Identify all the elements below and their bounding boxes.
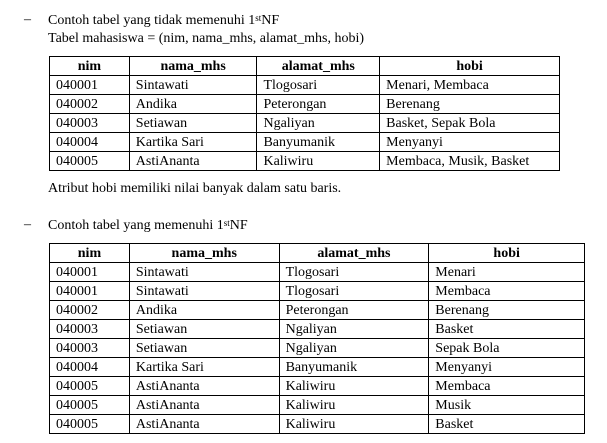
table2-header-hobi: hobi	[429, 244, 585, 263]
table-row	[50, 95, 560, 114]
table-cell-nama-mhs: Sintawati	[129, 282, 279, 301]
table-row	[50, 377, 585, 396]
table-cell-nama-mhs: Andika	[129, 301, 279, 320]
table-row	[50, 301, 585, 320]
table-cell-nama-mhs: Setiawan	[129, 339, 279, 358]
table-row	[50, 282, 585, 301]
table1-header-hobi: hobi	[380, 57, 560, 76]
table1-header-nim: nim	[50, 57, 130, 76]
table-cell-nama-mhs: AstiAnanta	[129, 377, 279, 396]
table1-header-nama-mhs: nama_mhs	[129, 57, 257, 76]
table1-schema: Tabel mahasiswa = (nim, nama_mhs, alamat_mhs, hobi)	[48, 31, 365, 46]
table-cell-alamat-mhs: Ngaliyan	[279, 339, 429, 358]
table-cell-alamat-mhs: Ngaliyan	[257, 114, 380, 133]
table-cell-alamat-mhs: Ngaliyan	[279, 320, 429, 339]
table-cell-hobi: Basket, Sepak Bola	[380, 114, 560, 133]
table-cell-hobi: Membaca	[429, 282, 585, 301]
table-cell-alamat-mhs: Kaliwiru	[279, 415, 429, 434]
table-cell-nim: 040002	[50, 95, 130, 114]
table-cell-alamat-mhs: Banyumanik	[279, 358, 429, 377]
table-cell-nama-mhs: Kartika Sari	[129, 133, 257, 152]
table-row	[50, 358, 585, 377]
table-row	[50, 76, 560, 95]
section1-title: Contoh tabel yang tidak memenuhi 1stNF	[48, 13, 280, 28]
table-cell-alamat-mhs: Peterongan	[257, 95, 380, 114]
bullet-dash: –	[24, 217, 31, 232]
table2-header-row	[50, 244, 585, 263]
table-row	[50, 114, 560, 133]
table-cell-hobi: Berenang	[429, 301, 585, 320]
table-cell-hobi: Menyanyi	[380, 133, 560, 152]
table-cell-nim: 040004	[50, 358, 130, 377]
table-cell-nim: 040005	[50, 415, 130, 434]
table-cell-hobi: Membaca	[429, 377, 585, 396]
table-row	[50, 415, 585, 434]
table-row	[50, 133, 560, 152]
table-cell-nama-mhs: AstiAnanta	[129, 152, 257, 171]
table-cell-hobi: Sepak Bola	[429, 339, 585, 358]
table-cell-alamat-mhs: Tlogosari	[279, 263, 429, 282]
table-cell-nama-mhs: Andika	[129, 95, 257, 114]
table2-header-nama-mhs: nama_mhs	[129, 244, 279, 263]
table-cell-hobi: Membaca, Musik, Basket	[380, 152, 560, 171]
table-cell-nama-mhs: Sintawati	[129, 76, 257, 95]
table2-header-alamat-mhs: alamat_mhs	[279, 244, 429, 263]
table-cell-nama-mhs: AstiAnanta	[129, 396, 279, 415]
table-cell-alamat-mhs: Tlogosari	[279, 282, 429, 301]
table-cell-nim: 040004	[50, 133, 130, 152]
table-row	[50, 339, 585, 358]
table1-header-alamat-mhs: alamat_mhs	[257, 57, 380, 76]
table-cell-alamat-mhs: Peterongan	[279, 301, 429, 320]
table2-body	[50, 263, 585, 434]
section2-title: Contoh tabel yang memenuhi 1stNF	[48, 218, 248, 233]
table-cell-nim: 040005	[50, 377, 130, 396]
table-cell-alamat-mhs: Kaliwiru	[279, 377, 429, 396]
table-cell-nim: 040001	[50, 282, 130, 301]
table-cell-nim: 040003	[50, 339, 130, 358]
table-cell-nim: 040003	[50, 320, 130, 339]
table-cell-alamat-mhs: Banyumanik	[257, 133, 380, 152]
table-cell-nama-mhs: Setiawan	[129, 114, 257, 133]
table2	[49, 243, 585, 434]
table-cell-nama-mhs: Kartika Sari	[129, 358, 279, 377]
table1	[49, 56, 560, 171]
table-cell-hobi: Menari, Membaca	[380, 76, 560, 95]
table-cell-nim: 040003	[50, 114, 130, 133]
table1-header-row	[50, 57, 560, 76]
table-cell-nim: 040005	[50, 396, 130, 415]
table-cell-nim: 040001	[50, 263, 130, 282]
table2-header-nim: nim	[50, 244, 130, 263]
table-cell-nama-mhs: Sintawati	[129, 263, 279, 282]
table-row	[50, 152, 560, 171]
table-cell-alamat-mhs: Tlogosari	[257, 76, 380, 95]
table1-body	[50, 76, 560, 171]
table1-note: Atribut hobi memiliki nilai banyak dalam satu baris.	[48, 181, 342, 196]
table-cell-hobi: Menari	[429, 263, 585, 282]
table-cell-hobi: Berenang	[380, 95, 560, 114]
table-row	[50, 396, 585, 415]
table-row	[50, 263, 585, 282]
table-cell-hobi: Musik	[429, 396, 585, 415]
table-cell-alamat-mhs: Kaliwiru	[257, 152, 380, 171]
table-cell-nama-mhs: Setiawan	[129, 320, 279, 339]
table-row	[50, 320, 585, 339]
table-cell-nama-mhs: AstiAnanta	[129, 415, 279, 434]
table-cell-nim: 040001	[50, 76, 130, 95]
table-cell-hobi: Basket	[429, 320, 585, 339]
table-cell-hobi: Basket	[429, 415, 585, 434]
table-cell-nim: 040005	[50, 152, 130, 171]
bullet-dash: –	[24, 12, 31, 27]
table-cell-hobi: Menyanyi	[429, 358, 585, 377]
table-cell-nim: 040002	[50, 301, 130, 320]
table-cell-alamat-mhs: Kaliwiru	[279, 396, 429, 415]
